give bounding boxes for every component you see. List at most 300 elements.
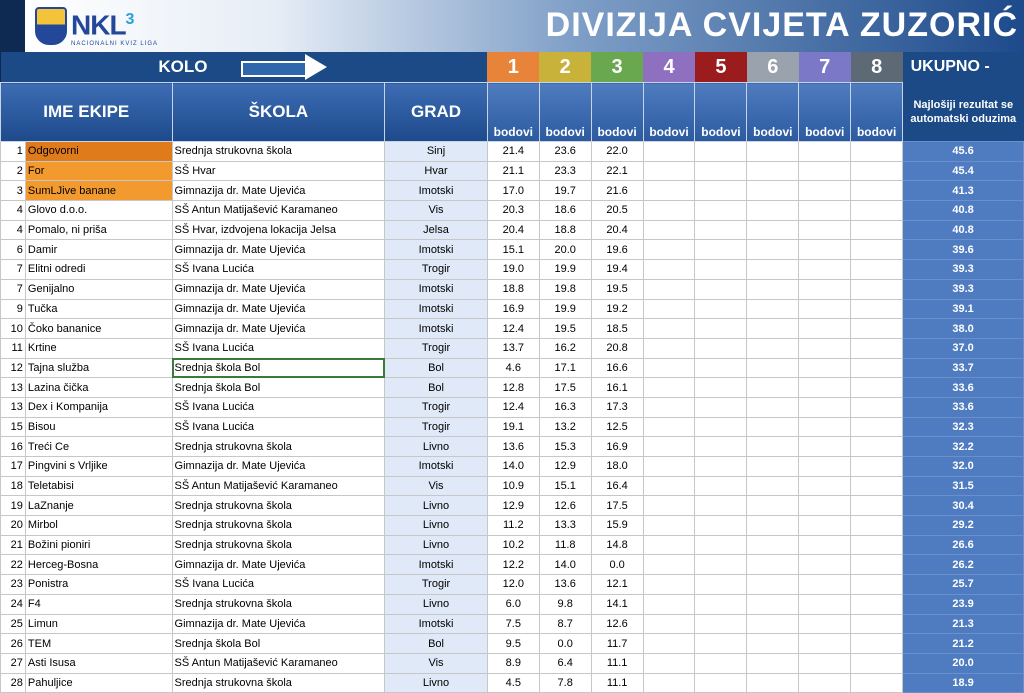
round-1-score-cell[interactable]: 10.2 <box>487 535 539 555</box>
round-2-score-cell[interactable]: 7.8 <box>539 673 591 693</box>
round-5-score-cell[interactable] <box>695 634 747 654</box>
team-name-cell[interactable]: Tučka <box>25 299 172 319</box>
round-8-score-cell[interactable] <box>851 653 903 673</box>
round-6-score-cell[interactable] <box>747 378 799 398</box>
school-cell[interactable]: SŠ Antun Matijašević Karamaneo <box>172 476 385 496</box>
round-2-score-cell[interactable]: 15.3 <box>539 437 591 457</box>
round-1-score-cell[interactable]: 19.0 <box>487 260 539 280</box>
table-row[interactable] <box>1 634 1024 654</box>
total-cell[interactable]: 32.2 <box>903 437 1024 457</box>
points-header[interactable]: bodovi <box>591 83 643 142</box>
round-1-score-cell[interactable]: 12.4 <box>487 319 539 339</box>
points-header[interactable]: bodovi <box>799 83 851 142</box>
round-2-score-cell[interactable]: 14.0 <box>539 555 591 575</box>
round-5-score-cell[interactable] <box>695 496 747 516</box>
school-cell[interactable]: SŠ Antun Matijašević Karamaneo <box>172 201 385 221</box>
round-8-score-cell[interactable] <box>851 634 903 654</box>
round-6-score-cell[interactable] <box>747 142 799 162</box>
total-cell[interactable]: 26.2 <box>903 555 1024 575</box>
team-name-cell[interactable]: Pahuljice <box>25 673 172 693</box>
round-3-score-cell[interactable]: 20.4 <box>591 220 643 240</box>
round-4-score-cell[interactable] <box>643 161 695 181</box>
total-cell[interactable]: 33.7 <box>903 358 1024 378</box>
school-cell[interactable]: Srednja škola Bol <box>172 634 385 654</box>
round-1-score-cell[interactable]: 16.9 <box>487 299 539 319</box>
round-4-score-cell[interactable] <box>643 516 695 536</box>
round-4-score-cell[interactable] <box>643 535 695 555</box>
table-row[interactable] <box>1 653 1024 673</box>
total-cell[interactable]: 39.1 <box>903 299 1024 319</box>
city-cell[interactable]: Imotski <box>385 181 488 201</box>
round-3-score-cell[interactable]: 22.0 <box>591 142 643 162</box>
round-1-score-cell[interactable]: 12.0 <box>487 575 539 595</box>
round-6-score-cell[interactable] <box>747 673 799 693</box>
round-1-score-cell[interactable]: 9.5 <box>487 634 539 654</box>
round-8-score-cell[interactable] <box>851 614 903 634</box>
round-1-score-cell[interactable]: 4.6 <box>487 358 539 378</box>
round-8-score-cell[interactable] <box>851 575 903 595</box>
round-3-score-cell[interactable]: 16.1 <box>591 378 643 398</box>
team-name-cell[interactable]: For <box>25 161 172 181</box>
round-5-score-cell[interactable] <box>695 161 747 181</box>
round-3-score-cell[interactable]: 19.6 <box>591 240 643 260</box>
table-row[interactable] <box>1 220 1024 240</box>
total-cell[interactable]: 37.0 <box>903 338 1024 358</box>
points-header[interactable]: bodovi <box>747 83 799 142</box>
round-7-score-cell[interactable] <box>799 535 851 555</box>
round-4-score-cell[interactable] <box>643 378 695 398</box>
table-row[interactable] <box>1 535 1024 555</box>
table-row[interactable] <box>1 201 1024 221</box>
ukupno-note[interactable]: Najlošiji rezultat se automatski oduzima <box>903 83 1024 142</box>
round-5-score-cell[interactable] <box>695 358 747 378</box>
school-cell[interactable]: SŠ Hvar, izdvojena lokacija Jelsa <box>172 220 385 240</box>
round-2-score-cell[interactable]: 12.6 <box>539 496 591 516</box>
rank-cell[interactable]: 11 <box>1 338 26 358</box>
round-4-score-cell[interactable] <box>643 457 695 477</box>
school-cell[interactable]: Gimnazija dr. Mate Ujevića <box>172 614 385 634</box>
round-4-score-cell[interactable] <box>643 279 695 299</box>
round-1-score-cell[interactable]: 13.7 <box>487 338 539 358</box>
round-6-score-cell[interactable] <box>747 594 799 614</box>
team-name-cell[interactable]: Glovo d.o.o. <box>25 201 172 221</box>
rank-cell[interactable]: 4 <box>1 220 26 240</box>
table-row[interactable] <box>1 457 1024 477</box>
round-6-score-cell[interactable] <box>747 358 799 378</box>
city-cell[interactable]: Livno <box>385 496 488 516</box>
round-6-score-cell[interactable] <box>747 457 799 477</box>
total-cell[interactable]: 39.6 <box>903 240 1024 260</box>
round-3-score-cell[interactable]: 12.5 <box>591 417 643 437</box>
city-cell[interactable]: Trogir <box>385 417 488 437</box>
round-8-header[interactable]: 8 <box>851 52 903 83</box>
round-7-score-cell[interactable] <box>799 161 851 181</box>
rank-cell[interactable]: 24 <box>1 594 26 614</box>
round-8-score-cell[interactable] <box>851 358 903 378</box>
round-1-score-cell[interactable]: 10.9 <box>487 476 539 496</box>
round-8-score-cell[interactable] <box>851 397 903 417</box>
round-6-score-cell[interactable] <box>747 240 799 260</box>
rank-cell[interactable]: 26 <box>1 634 26 654</box>
team-name-cell[interactable]: Čoko bananice <box>25 319 172 339</box>
round-6-score-cell[interactable] <box>747 476 799 496</box>
round-7-score-cell[interactable] <box>799 476 851 496</box>
team-name-cell[interactable]: LaZnanje <box>25 496 172 516</box>
round-5-score-cell[interactable] <box>695 378 747 398</box>
round-1-score-cell[interactable]: 21.1 <box>487 161 539 181</box>
round-8-score-cell[interactable] <box>851 476 903 496</box>
round-2-score-cell[interactable]: 19.8 <box>539 279 591 299</box>
round-6-score-cell[interactable] <box>747 299 799 319</box>
team-name-cell[interactable]: Treći Ce <box>25 437 172 457</box>
school-cell[interactable]: Srednja strukovna škola <box>172 535 385 555</box>
school-cell[interactable]: Srednja strukovna škola <box>172 437 385 457</box>
team-name-cell[interactable]: Odgovorni <box>25 142 172 162</box>
school-cell[interactable]: SŠ Ivana Lucića <box>172 338 385 358</box>
city-cell[interactable]: Bol <box>385 378 488 398</box>
points-header[interactable]: bodovi <box>643 83 695 142</box>
round-8-score-cell[interactable] <box>851 299 903 319</box>
round-3-score-cell[interactable]: 14.1 <box>591 594 643 614</box>
total-cell[interactable]: 23.9 <box>903 594 1024 614</box>
round-7-score-cell[interactable] <box>799 634 851 654</box>
round-3-score-cell[interactable]: 19.4 <box>591 260 643 280</box>
round-6-score-cell[interactable] <box>747 496 799 516</box>
table-row[interactable] <box>1 279 1024 299</box>
round-8-score-cell[interactable] <box>851 319 903 339</box>
city-cell[interactable]: Imotski <box>385 240 488 260</box>
city-cell[interactable]: Vis <box>385 201 488 221</box>
round-2-score-cell[interactable]: 16.2 <box>539 338 591 358</box>
round-4-score-cell[interactable] <box>643 338 695 358</box>
round-3-score-cell[interactable]: 15.9 <box>591 516 643 536</box>
total-cell[interactable]: 40.8 <box>903 220 1024 240</box>
round-8-score-cell[interactable] <box>851 279 903 299</box>
round-3-score-cell[interactable]: 20.5 <box>591 201 643 221</box>
round-7-score-cell[interactable] <box>799 437 851 457</box>
round-2-score-cell[interactable]: 16.3 <box>539 397 591 417</box>
round-1-score-cell[interactable]: 15.1 <box>487 240 539 260</box>
rank-cell[interactable]: 4 <box>1 201 26 221</box>
rank-cell[interactable]: 20 <box>1 516 26 536</box>
round-1-score-cell[interactable]: 19.1 <box>487 417 539 437</box>
round-4-score-cell[interactable] <box>643 437 695 457</box>
team-name-cell[interactable]: SumLJive banane <box>25 181 172 201</box>
round-6-score-cell[interactable] <box>747 319 799 339</box>
city-cell[interactable]: Livno <box>385 516 488 536</box>
round-2-score-cell[interactable]: 13.2 <box>539 417 591 437</box>
school-cell[interactable]: SŠ Ivana Lucića <box>172 260 385 280</box>
round-5-score-cell[interactable] <box>695 555 747 575</box>
table-row[interactable] <box>1 614 1024 634</box>
round-3-score-cell[interactable]: 19.2 <box>591 299 643 319</box>
round-6-score-cell[interactable] <box>747 201 799 221</box>
round-2-score-cell[interactable]: 19.9 <box>539 260 591 280</box>
round-8-score-cell[interactable] <box>851 496 903 516</box>
round-7-score-cell[interactable] <box>799 614 851 634</box>
total-cell[interactable]: 29.2 <box>903 516 1024 536</box>
table-row[interactable] <box>1 437 1024 457</box>
table-row[interactable] <box>1 338 1024 358</box>
round-7-score-cell[interactable] <box>799 653 851 673</box>
school-cell[interactable]: Srednja strukovna škola <box>172 142 385 162</box>
round-5-score-cell[interactable] <box>695 240 747 260</box>
school-cell[interactable]: SŠ Hvar <box>172 161 385 181</box>
round-6-header[interactable]: 6 <box>747 52 799 83</box>
round-3-score-cell[interactable]: 18.5 <box>591 319 643 339</box>
team-name-cell[interactable]: Elitni odredi <box>25 260 172 280</box>
rank-cell[interactable]: 7 <box>1 279 26 299</box>
round-6-score-cell[interactable] <box>747 575 799 595</box>
round-4-score-cell[interactable] <box>643 555 695 575</box>
round-6-score-cell[interactable] <box>747 260 799 280</box>
city-cell[interactable]: Imotski <box>385 299 488 319</box>
round-5-score-cell[interactable] <box>695 338 747 358</box>
round-5-score-cell[interactable] <box>695 673 747 693</box>
rank-cell[interactable]: 21 <box>1 535 26 555</box>
round-4-score-cell[interactable] <box>643 142 695 162</box>
round-1-score-cell[interactable]: 21.4 <box>487 142 539 162</box>
city-cell[interactable]: Bol <box>385 634 488 654</box>
table-row[interactable] <box>1 476 1024 496</box>
total-cell[interactable]: 20.0 <box>903 653 1024 673</box>
round-8-score-cell[interactable] <box>851 338 903 358</box>
round-1-score-cell[interactable]: 17.0 <box>487 181 539 201</box>
city-cell[interactable]: Trogir <box>385 338 488 358</box>
table-row[interactable] <box>1 397 1024 417</box>
school-cell[interactable]: SŠ Ivana Lucića <box>172 417 385 437</box>
rank-cell[interactable]: 15 <box>1 417 26 437</box>
round-7-score-cell[interactable] <box>799 142 851 162</box>
rank-cell[interactable]: 2 <box>1 161 26 181</box>
points-header[interactable]: bodovi <box>695 83 747 142</box>
round-6-score-cell[interactable] <box>747 653 799 673</box>
city-cell[interactable]: Imotski <box>385 614 488 634</box>
round-8-score-cell[interactable] <box>851 437 903 457</box>
round-5-score-cell[interactable] <box>695 476 747 496</box>
total-cell[interactable]: 33.6 <box>903 397 1024 417</box>
round-2-score-cell[interactable]: 17.1 <box>539 358 591 378</box>
table-row[interactable] <box>1 299 1024 319</box>
round-2-score-cell[interactable]: 19.9 <box>539 299 591 319</box>
round-1-score-cell[interactable]: 13.6 <box>487 437 539 457</box>
round-5-score-cell[interactable] <box>695 535 747 555</box>
round-6-score-cell[interactable] <box>747 535 799 555</box>
rank-cell[interactable]: 10 <box>1 319 26 339</box>
round-7-score-cell[interactable] <box>799 240 851 260</box>
round-2-score-cell[interactable]: 13.6 <box>539 575 591 595</box>
total-cell[interactable]: 18.9 <box>903 673 1024 693</box>
round-3-score-cell[interactable]: 14.8 <box>591 535 643 555</box>
round-1-score-cell[interactable]: 12.2 <box>487 555 539 575</box>
round-5-score-cell[interactable] <box>695 653 747 673</box>
round-2-header[interactable]: 2 <box>539 52 591 83</box>
table-row[interactable] <box>1 319 1024 339</box>
round-3-score-cell[interactable]: 19.5 <box>591 279 643 299</box>
round-8-score-cell[interactable] <box>851 260 903 280</box>
city-header[interactable]: GRAD <box>385 83 488 142</box>
round-5-score-cell[interactable] <box>695 516 747 536</box>
round-4-score-cell[interactable] <box>643 653 695 673</box>
round-3-score-cell[interactable]: 17.5 <box>591 496 643 516</box>
points-header[interactable]: bodovi <box>487 83 539 142</box>
round-7-score-cell[interactable] <box>799 201 851 221</box>
round-5-score-cell[interactable] <box>695 220 747 240</box>
team-name-header[interactable]: IME EKIPE <box>1 83 173 142</box>
city-cell[interactable]: Vis <box>385 476 488 496</box>
round-5-score-cell[interactable] <box>695 614 747 634</box>
round-4-score-cell[interactable] <box>643 201 695 221</box>
round-7-score-cell[interactable] <box>799 299 851 319</box>
round-8-score-cell[interactable] <box>851 142 903 162</box>
city-cell[interactable]: Livno <box>385 594 488 614</box>
city-cell[interactable]: Imotski <box>385 279 488 299</box>
rank-cell[interactable]: 17 <box>1 457 26 477</box>
round-3-score-cell[interactable]: 21.6 <box>591 181 643 201</box>
round-1-score-cell[interactable]: 14.0 <box>487 457 539 477</box>
round-3-score-cell[interactable]: 22.1 <box>591 161 643 181</box>
rank-cell[interactable]: 3 <box>1 181 26 201</box>
round-3-score-cell[interactable]: 12.1 <box>591 575 643 595</box>
table-row[interactable] <box>1 673 1024 693</box>
round-7-score-cell[interactable] <box>799 319 851 339</box>
round-8-score-cell[interactable] <box>851 516 903 536</box>
total-cell[interactable]: 38.0 <box>903 319 1024 339</box>
round-4-score-cell[interactable] <box>643 496 695 516</box>
total-cell[interactable]: 45.4 <box>903 161 1024 181</box>
school-cell[interactable]: Srednja škola Bol <box>172 378 385 398</box>
round-1-score-cell[interactable]: 7.5 <box>487 614 539 634</box>
points-header[interactable]: bodovi <box>539 83 591 142</box>
round-3-score-cell[interactable]: 16.6 <box>591 358 643 378</box>
rank-cell[interactable]: 6 <box>1 240 26 260</box>
team-name-cell[interactable]: Krtine <box>25 338 172 358</box>
table-row[interactable] <box>1 594 1024 614</box>
round-7-score-cell[interactable] <box>799 575 851 595</box>
team-name-cell[interactable]: Limun <box>25 614 172 634</box>
total-cell[interactable]: 32.3 <box>903 417 1024 437</box>
round-8-score-cell[interactable] <box>851 161 903 181</box>
rank-cell[interactable]: 13 <box>1 378 26 398</box>
table-row[interactable] <box>1 555 1024 575</box>
round-3-score-cell[interactable]: 11.7 <box>591 634 643 654</box>
total-cell[interactable]: 40.8 <box>903 201 1024 221</box>
school-cell[interactable]: Gimnazija dr. Mate Ujevića <box>172 240 385 260</box>
ukupno-header[interactable]: UKUPNO - <box>903 52 1024 83</box>
round-7-score-cell[interactable] <box>799 279 851 299</box>
round-7-score-cell[interactable] <box>799 417 851 437</box>
table-row[interactable] <box>1 181 1024 201</box>
total-cell[interactable]: 21.2 <box>903 634 1024 654</box>
round-5-score-cell[interactable] <box>695 319 747 339</box>
round-6-score-cell[interactable] <box>747 161 799 181</box>
city-cell[interactable]: Imotski <box>385 457 488 477</box>
round-2-score-cell[interactable]: 17.5 <box>539 378 591 398</box>
round-4-score-cell[interactable] <box>643 397 695 417</box>
school-cell[interactable]: Srednja škola Bol <box>172 358 385 378</box>
round-8-score-cell[interactable] <box>851 240 903 260</box>
round-5-score-cell[interactable] <box>695 437 747 457</box>
round-1-score-cell[interactable]: 6.0 <box>487 594 539 614</box>
round-2-score-cell[interactable]: 11.8 <box>539 535 591 555</box>
school-cell[interactable]: Gimnazija dr. Mate Ujevića <box>172 555 385 575</box>
city-cell[interactable]: Imotski <box>385 319 488 339</box>
points-header[interactable]: bodovi <box>851 83 903 142</box>
round-6-score-cell[interactable] <box>747 555 799 575</box>
round-8-score-cell[interactable] <box>851 673 903 693</box>
city-cell[interactable]: Vis <box>385 653 488 673</box>
round-2-score-cell[interactable]: 15.1 <box>539 476 591 496</box>
round-1-score-cell[interactable]: 8.9 <box>487 653 539 673</box>
school-cell[interactable]: Srednja strukovna škola <box>172 516 385 536</box>
round-8-score-cell[interactable] <box>851 535 903 555</box>
team-name-cell[interactable]: Lazina čička <box>25 378 172 398</box>
team-name-cell[interactable]: Bisou <box>25 417 172 437</box>
team-name-cell[interactable]: Ponistra <box>25 575 172 595</box>
team-name-cell[interactable]: Tajna služba <box>25 358 172 378</box>
round-6-score-cell[interactable] <box>747 634 799 654</box>
city-cell[interactable]: Trogir <box>385 260 488 280</box>
round-2-score-cell[interactable]: 13.3 <box>539 516 591 536</box>
round-7-score-cell[interactable] <box>799 378 851 398</box>
round-1-header[interactable]: 1 <box>487 52 539 83</box>
team-name-cell[interactable]: Damir <box>25 240 172 260</box>
round-5-score-cell[interactable] <box>695 260 747 280</box>
round-8-score-cell[interactable] <box>851 417 903 437</box>
total-cell[interactable]: 41.3 <box>903 181 1024 201</box>
city-cell[interactable]: Hvar <box>385 161 488 181</box>
rank-cell[interactable]: 19 <box>1 496 26 516</box>
round-4-score-cell[interactable] <box>643 673 695 693</box>
team-name-cell[interactable]: Božini pioniri <box>25 535 172 555</box>
round-4-score-cell[interactable] <box>643 417 695 437</box>
rank-cell[interactable]: 16 <box>1 437 26 457</box>
table-row[interactable] <box>1 417 1024 437</box>
team-name-cell[interactable]: TEM <box>25 634 172 654</box>
round-7-score-cell[interactable] <box>799 496 851 516</box>
round-5-score-cell[interactable] <box>695 417 747 437</box>
round-1-score-cell[interactable]: 4.5 <box>487 673 539 693</box>
round-7-score-cell[interactable] <box>799 260 851 280</box>
round-8-score-cell[interactable] <box>851 555 903 575</box>
table-row[interactable] <box>1 161 1024 181</box>
round-2-score-cell[interactable]: 19.5 <box>539 319 591 339</box>
round-1-score-cell[interactable]: 20.4 <box>487 220 539 240</box>
school-cell[interactable]: Gimnazija dr. Mate Ujevića <box>172 299 385 319</box>
rank-cell[interactable]: 7 <box>1 260 26 280</box>
school-cell[interactable]: SŠ Antun Matijašević Karamaneo <box>172 653 385 673</box>
rank-cell[interactable]: 28 <box>1 673 26 693</box>
round-5-header[interactable]: 5 <box>695 52 747 83</box>
rank-cell[interactable]: 13 <box>1 397 26 417</box>
table-row[interactable] <box>1 240 1024 260</box>
round-3-score-cell[interactable]: 11.1 <box>591 673 643 693</box>
round-7-header[interactable]: 7 <box>799 52 851 83</box>
round-4-score-cell[interactable] <box>643 181 695 201</box>
team-name-cell[interactable]: Asti Isusa <box>25 653 172 673</box>
round-2-score-cell[interactable]: 9.8 <box>539 594 591 614</box>
round-4-score-cell[interactable] <box>643 575 695 595</box>
round-5-score-cell[interactable] <box>695 201 747 221</box>
total-cell[interactable]: 21.3 <box>903 614 1024 634</box>
school-cell[interactable]: Gimnazija dr. Mate Ujevića <box>172 181 385 201</box>
team-name-cell[interactable]: Mirbol <box>25 516 172 536</box>
round-3-score-cell[interactable]: 0.0 <box>591 555 643 575</box>
round-8-score-cell[interactable] <box>851 594 903 614</box>
city-cell[interactable]: Livno <box>385 437 488 457</box>
round-1-score-cell[interactable]: 11.2 <box>487 516 539 536</box>
round-4-score-cell[interactable] <box>643 634 695 654</box>
